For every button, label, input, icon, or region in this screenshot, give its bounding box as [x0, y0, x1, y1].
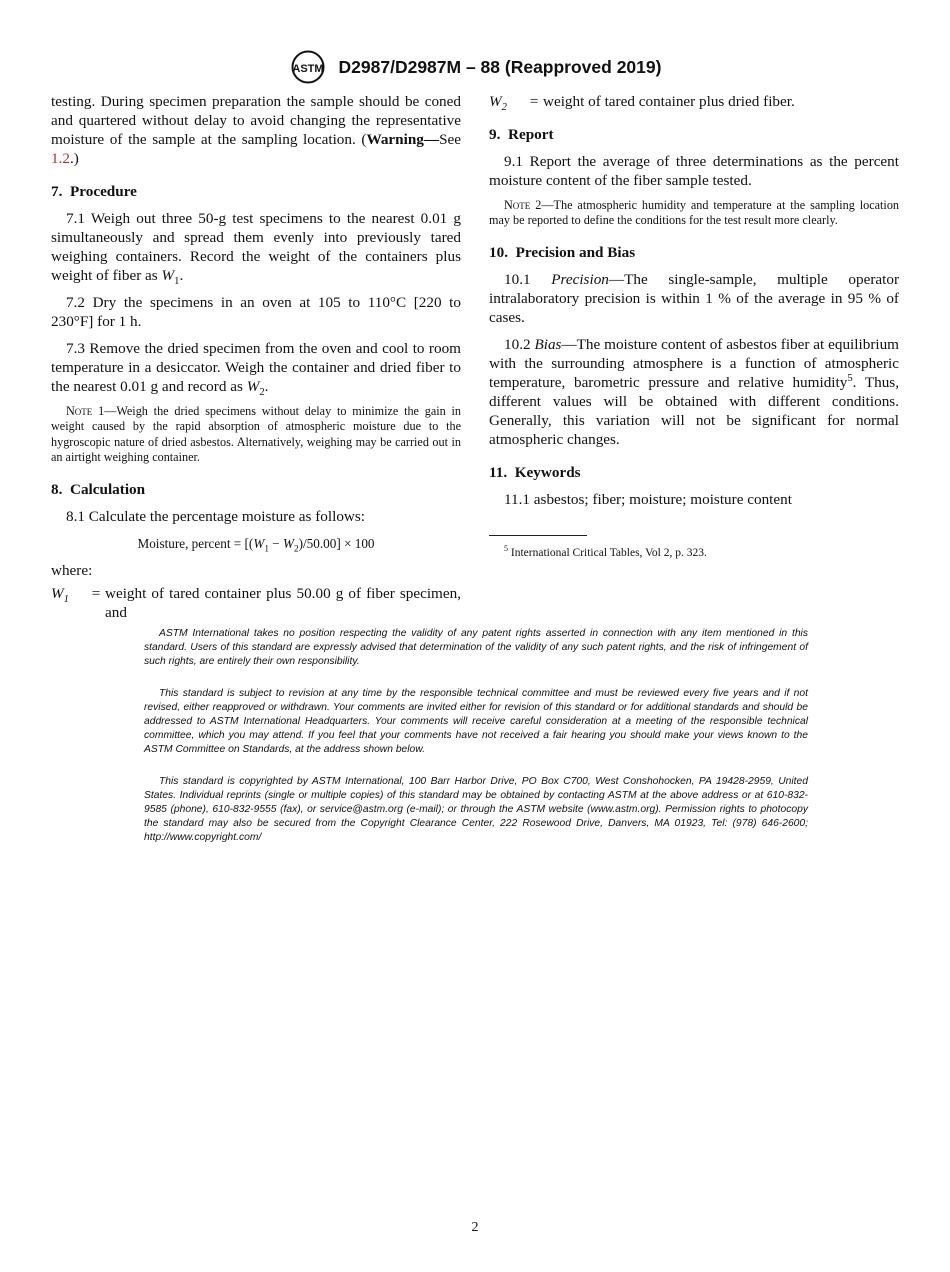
paragraph-7-2: 7.2 Dry the specimens in an oven at 105 to 110°C [220 to 230°F] for 1 h. [51, 294, 461, 330]
astm-disclaimers [144, 627, 808, 863]
patent-disclaimer: ASTM International takes no position respecting the validity of any patent rights asserted in connection with any item mentioned in this standard. Users of this standard are expressly advised that determination of the validity of any such patent rights, and the risk of infringement of such rights, are entirely their own responsibility. [144, 628, 808, 667]
note-1: Note 1—Weigh the dried specimens without delay to minimize the gain in weight caused by the rapid absorption of atmospheric moisture due to the hygroscopic nature of dried asbestos. Alternatively, weighing may be carried out in an airtight weighing container. [51, 404, 462, 465]
intro-paragraph: testing. During specimen preparation the sample should be coned and quartered without delay to avoid changing the representative moisture of the sample at the sampling location. (Warning—See 1.2.) [51, 93, 461, 167]
paragraph-10-1: 10.1 Precision—The single-sample, multiple operator intralaboratory precision is within 1 % of the average in 95 % of cases. [489, 270, 900, 326]
paragraph-9-1: 9.1 Report the average of three determinations as the percent moisture content of the fiber sample tested. [489, 153, 899, 189]
paragraph-7-3: 7.3 Remove the dried specimen from the oven and cool to room temperature in a desiccator. Weigh the container and dried fiber to the nearest 0.01 g and record as $W_2$. [51, 340, 461, 399]
left-column [51, 92, 461, 626]
definition-w2: $W_2$ = weight of tared container plus dried fiber. [489, 93, 795, 114]
footnote-divider [489, 535, 587, 536]
paragraph-8-1: 8.1 Calculate the percentage moisture as follows: [66, 507, 366, 525]
section-reference-link[interactable]: 1.2 [51, 150, 70, 167]
section-9-heading: 9. Report [489, 126, 554, 143]
section-8-heading: 8. Calculation [51, 480, 146, 498]
footnote-5: $^5$ International Critical Tables, Vol 2, p. 323. [504, 543, 707, 559]
page-header [0, 50, 950, 84]
paragraph-10-2: 10.2 Bias—The moisture content of asbestos fiber at equilibrium with the surrounding atmosphere is a function of atmospheric temperature, barometric pressure and relative humidity$^5$. Thus, different values will be obtained with different conditions. Generally, this variation will not be significant for normal atmospheric changes. [489, 335, 899, 448]
svg-text:ASTM: ASTM [291, 63, 324, 75]
note-2: Note 2—The atmospheric humidity and temperature at the sampling location may be reported to define the conditions for the test result more clearly. [489, 198, 900, 228]
paragraph-7-1: 7.1 Weigh out three 50-g test specimens to the nearest 0.01 g simultaneously and spread them evenly into previously tared weighing containers. Record the weight of the containers plus weight of fiber as $W_1$. [51, 210, 461, 288]
copyright-notice: This standard is copyrighted by ASTM International, 100 Barr Harbor Drive, PO Box C700, West Conshohocken, PA 19428-2959, United States. Individual reprints (single or multiple copies) of this standard may be obtained by contacting ASTM at the above address or at 610-832-9585 (phone), 610-832-9555 (fax), or service@astm.org (e-mail); or through the ASTM website (www.astm.org). Permission rights to photocopy the standard may also be secured from the Copyright Clearance Center, 222 Rosewood Drive, Danvers, MA 01923, Tel: (978) 646-2600; http://www.copyright.com/ [144, 776, 808, 843]
section-10-heading: 10. Precision and Bias [489, 243, 636, 261]
astm-logo-icon [289, 50, 327, 84]
document-id: D2987/D2987M – 88 (Reapproved 2019) [338, 56, 662, 77]
moisture-equation: Moisture, percent = $[(W_1 - W_2)/50.00] \times 100$ [137, 535, 375, 554]
right-column [489, 92, 899, 563]
where-label: where: [51, 561, 93, 579]
revision-notice: This standard is subject to revision at any time by the responsible technical committee and must be reviewed every five years and if not revised, either reapproved or withdrawn. Your comments are invited either for revision of this standard or for additional standards and should be addressed to ASTM International Headquarters. Your comments will receive careful consideration at a meeting of the responsible technical committee, which you may attend. If you feel that your comments have not received a fair hearing you should make your views known to the ASTM Committee on Standards, at the address shown below. [144, 688, 808, 755]
page-number: 2 [471, 1220, 479, 1235]
section-11-heading: 11. Keywords [489, 463, 581, 481]
section-7-heading: 7. Procedure [51, 183, 137, 200]
definition-w1: $W_1$ = weight of tared container plus 50.00 g of fiber specimen, and [51, 584, 461, 621]
paragraph-11-1: 11.1 asbestos; fiber; moisture; moisture content [504, 490, 792, 508]
